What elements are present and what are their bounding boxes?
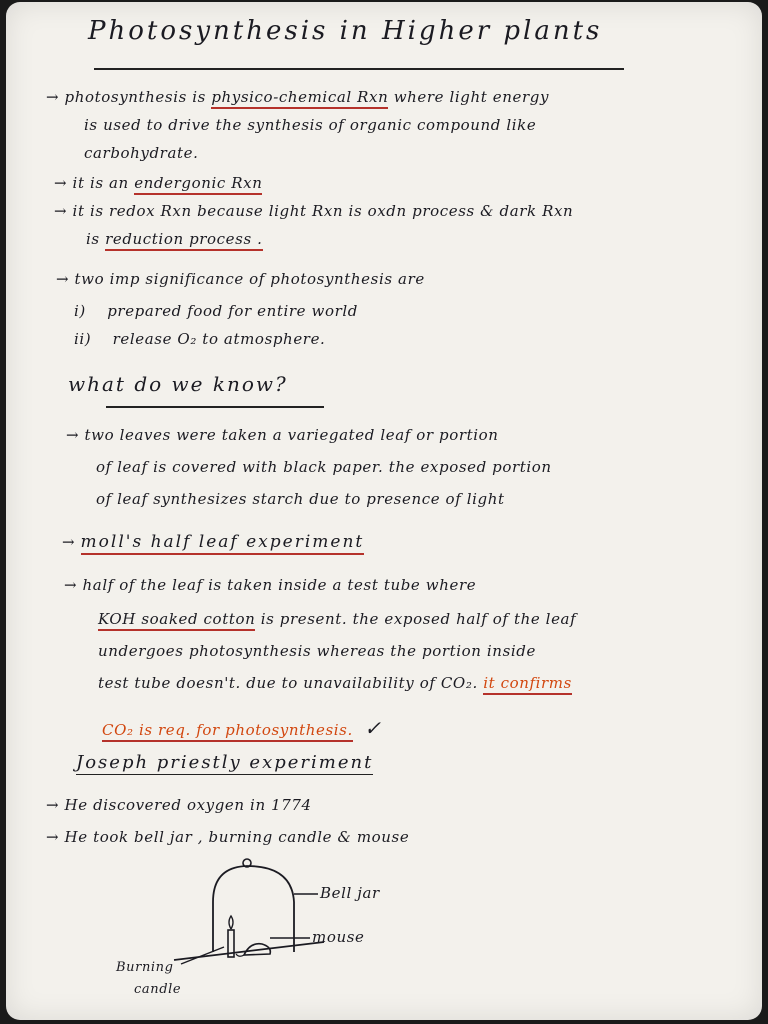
label-bell-jar: Bell jar [320,884,380,902]
section-heading-what-we-know: what do we know? [68,372,288,396]
bell-jar-diagram [6,2,762,1020]
item-text: release O₂ to atmosphere. [112,330,326,348]
arrow-icon: → [46,88,60,106]
arrow-icon: → [66,426,80,444]
highlighted-term: physico-chemical Rxn [211,88,388,109]
text-line: carbohydrate. [84,144,199,162]
arrow-icon: → [64,576,78,594]
notebook-page [6,2,762,1020]
text-line: of leaf synthesizes starch due to presence of light [96,490,505,508]
highlighted-conclusion: it confirms [483,674,572,695]
checkmark-icon: ✓ [364,716,382,740]
text: He took bell jar , burning candle & mouse [64,828,410,846]
text: two imp significance of photosynthesis are [74,270,425,288]
text: it is an [72,174,129,192]
highlighted-term: endergonic Rxn [134,174,262,195]
text-line: undergoes photosynthesis whereas the portion inside [98,642,536,660]
text: is [86,230,100,248]
section-heading-priestley: Joseph priestly experiment [76,752,374,773]
highlighted-conclusion: CO₂ is req. for photosynthesis. [102,721,353,742]
arrow-icon: → [62,533,76,551]
text: it is redox Rxn because light Rxn is oxdn process & dark Rxn [72,202,574,220]
arrow-icon: → [54,202,68,220]
text: is present. the exposed half of the leaf [260,610,577,628]
item-number: ii) [74,330,92,348]
text: two leaves were taken a variegated leaf or portion [84,426,499,444]
text-line: of leaf is covered with black paper. the exposed portion [96,458,552,476]
flame-icon [229,916,233,929]
bell-jar-outline [213,866,294,952]
page-title: Photosynthesis in Higher plants [88,16,603,46]
text: photosynthesis is [64,88,206,106]
arrow-icon: → [56,270,70,288]
highlighted-term: KOH soaked cotton [98,610,255,631]
arrow-icon: → [54,174,68,192]
arrow-icon: → [46,796,60,814]
highlighted-term: reduction process . [105,230,262,251]
text: He discovered oxygen in 1774 [64,796,312,814]
item-number: i) [74,302,86,320]
label-candle: candle [134,982,182,997]
text: test tube doesn't. due to unavailability of CO₂. [98,674,478,692]
label-mouse: mouse [312,928,365,946]
heading-text: moll's half leaf experiment [81,532,365,555]
text-line: is used to drive the synthesis of organic compound like [84,116,537,134]
text: where light energy [393,88,550,106]
text: half of the leaf is taken inside a test tube where [82,576,477,594]
item-text: prepared food for entire world [107,302,358,320]
mouse-tail [236,954,244,956]
arrow-icon: → [46,828,60,846]
label-burning: Burning [116,960,174,975]
